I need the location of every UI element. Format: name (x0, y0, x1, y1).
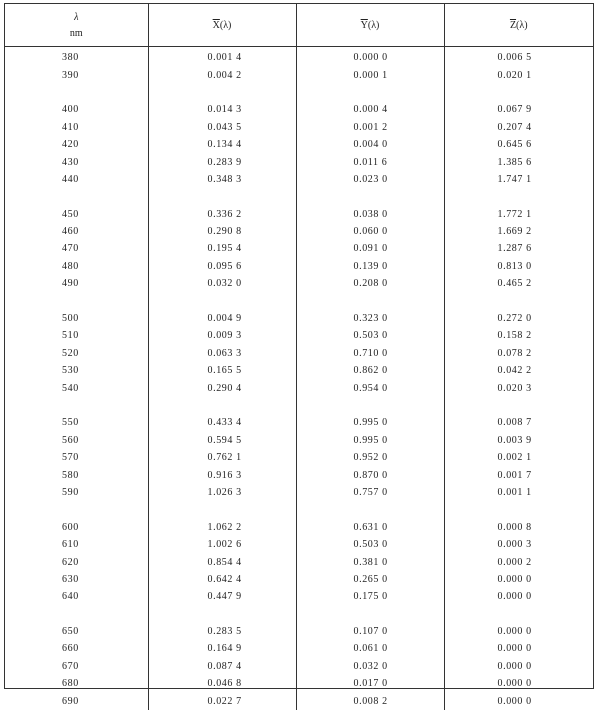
table-row (5, 536, 593, 553)
wavelength-cell: 470 (62, 243, 79, 255)
spacer-cell (5, 501, 148, 518)
z-bar-cell: 0.813 0 (444, 258, 593, 275)
wavelength-cell: 570 (62, 452, 79, 464)
x-bar-symbol: $\overline{X}$ (212, 19, 220, 31)
z-bar-cell: 0.000 3 (444, 536, 593, 553)
z-bar-cell: 0.001 7 (444, 466, 593, 483)
y-bar-cell: 0.004 0 (296, 136, 444, 153)
y-bar-cell: 0.503 0 (296, 327, 444, 344)
spacer-cell (5, 606, 148, 623)
table-row (5, 240, 593, 257)
z-bar-cell: 1.772 1 (444, 206, 593, 223)
x-bar-cell: 0.087 4 (148, 658, 296, 675)
wavelength-cell: 440 (62, 173, 79, 185)
wavelength-cell: 420 (62, 139, 79, 151)
wavelength-cell: 660 (62, 643, 79, 655)
y-bar-cell: 0.000 1 (296, 66, 444, 83)
z-bar-symbol: $\overline{Z}$ (509, 19, 517, 31)
table-row (5, 449, 593, 466)
spacer-cell (296, 397, 444, 414)
y-bar-cell: 0.001 2 (296, 119, 444, 136)
x-bar-cell: 0.336 2 (148, 206, 296, 223)
wavelength-cell: 390 (62, 69, 79, 81)
wavelength-cell: 560 (62, 434, 79, 446)
table-row (5, 345, 593, 362)
y-bar-cell: 0.381 0 (296, 553, 444, 570)
y-bar-cell: 0.952 0 (296, 449, 444, 466)
z-bar-cell: 0.645 6 (444, 136, 593, 153)
table-row (5, 484, 593, 501)
z-bar-cell: 0.000 2 (444, 553, 593, 570)
wavelength-cell: 600 (62, 521, 79, 533)
x-bar-cell: 0.642 4 (148, 571, 296, 588)
table-row (5, 658, 593, 675)
y-bar-cell: 0.631 0 (296, 519, 444, 536)
spacer-cell (148, 188, 296, 205)
y-bar-cell: 0.323 0 (296, 310, 444, 327)
spacer-cell (444, 501, 593, 518)
z-bar-cell: 0.003 9 (444, 432, 593, 449)
x-bar-cell: 0.762 1 (148, 449, 296, 466)
spacer-cell (5, 397, 148, 414)
table-row (5, 640, 593, 657)
table-row (5, 623, 593, 640)
x-bar-cell: 0.009 3 (148, 327, 296, 344)
group-spacer (5, 292, 593, 309)
y-bar-cell: 0.091 0 (296, 240, 444, 257)
spacer-cell (5, 292, 148, 309)
spacer-cell (5, 84, 148, 101)
y-bar-cell: 0.017 0 (296, 675, 444, 692)
x-bar-cell: 0.283 5 (148, 623, 296, 640)
spacer-cell (296, 188, 444, 205)
z-bar-cell: 0.078 2 (444, 345, 593, 362)
y-bar-cell: 0.995 0 (296, 414, 444, 431)
x-bar-cell: 0.348 3 (148, 171, 296, 188)
table-row (5, 466, 593, 483)
x-bar-cell: 1.062 2 (148, 519, 296, 536)
header-row (5, 4, 593, 47)
table-row (5, 519, 593, 536)
wavelength-cell: 380 (62, 52, 79, 64)
z-bar-cell: 0.000 8 (444, 519, 593, 536)
group-spacer (5, 501, 593, 518)
x-bar-cell: 0.014 3 (148, 101, 296, 118)
spacer-cell (148, 292, 296, 309)
z-bar-cell: 0.008 7 (444, 414, 593, 431)
x-bar-cell: 0.290 8 (148, 223, 296, 240)
x-bar-cell: 0.004 2 (148, 66, 296, 83)
z-bar-cell: 0.000 0 (444, 692, 593, 709)
spacer-cell (444, 84, 593, 101)
y-bar-arg: (λ) (367, 19, 380, 31)
x-bar-cell: 0.022 7 (148, 692, 296, 709)
z-bar-cell: 1.747 1 (444, 171, 593, 188)
spacer-cell (148, 501, 296, 518)
wavelength-cell: 590 (62, 486, 79, 498)
y-bar-cell: 0.060 0 (296, 223, 444, 240)
x-bar-cell: 0.001 4 (148, 47, 296, 67)
y-bar-cell: 0.208 0 (296, 275, 444, 292)
wavelength-header (5, 4, 148, 47)
wavelength-cell: 500 (62, 313, 79, 325)
z-bar-cell: 0.020 3 (444, 379, 593, 396)
wavelength-cell: 630 (62, 573, 79, 585)
y-bar-cell: 0.000 0 (296, 47, 444, 67)
wavelength-cell: 430 (62, 156, 79, 168)
y-bar-cell: 0.139 0 (296, 258, 444, 275)
lambda-unit: nm (69, 27, 83, 39)
z-bar-cell: 0.000 0 (444, 571, 593, 588)
y-bar-cell: 0.011 6 (296, 153, 444, 170)
z-bar-cell: 0.000 0 (444, 588, 593, 605)
x-bar-cell: 0.290 4 (148, 379, 296, 396)
color-matching-table (4, 3, 594, 707)
z-bar-cell: 0.272 0 (444, 310, 593, 327)
y-bar-cell: 0.038 0 (296, 206, 444, 223)
table-row (5, 379, 593, 396)
x-bar-cell: 1.026 3 (148, 484, 296, 501)
z-bar-cell: 0.000 0 (444, 675, 593, 692)
group-spacer (5, 606, 593, 623)
x-bar-cell: 0.854 4 (148, 553, 296, 570)
z-bar-cell: 0.001 1 (444, 484, 593, 501)
z-bar-cell: 0.000 0 (444, 623, 593, 640)
wavelength-cell: 410 (62, 121, 79, 133)
table-row (5, 692, 593, 709)
y-bar-cell: 0.000 4 (296, 101, 444, 118)
spacer-cell (444, 397, 593, 414)
x-bar-cell: 0.447 9 (148, 588, 296, 605)
y-bar-cell: 0.862 0 (296, 362, 444, 379)
y-bar-cell: 0.107 0 (296, 623, 444, 640)
z-bar-cell: 0.002 1 (444, 449, 593, 466)
table-row (5, 171, 593, 188)
wavelength-cell: 540 (62, 382, 79, 394)
wavelength-cell: 480 (62, 260, 79, 272)
x-bar-cell: 0.164 9 (148, 640, 296, 657)
z-bar-cell: 0.207 4 (444, 119, 593, 136)
z-bar-cell: 0.020 1 (444, 66, 593, 83)
x-bar-cell: 0.195 4 (148, 240, 296, 257)
table-row (5, 47, 593, 67)
z-bar-cell: 1.287 6 (444, 240, 593, 257)
z-bar-cell: 1.385 6 (444, 153, 593, 170)
x-bar-cell: 0.046 8 (148, 675, 296, 692)
x-bar-cell: 0.063 3 (148, 345, 296, 362)
spacer-cell (296, 606, 444, 623)
y-bar-cell: 0.870 0 (296, 466, 444, 483)
spacer-cell (444, 606, 593, 623)
wavelength-cell: 580 (62, 469, 79, 481)
y-bar-cell: 0.995 0 (296, 432, 444, 449)
table-row (5, 588, 593, 605)
spacer-cell (444, 292, 593, 309)
wavelength-cell: 490 (62, 278, 79, 290)
group-spacer (5, 397, 593, 414)
group-spacer (5, 84, 593, 101)
z-bar-cell: 0.158 2 (444, 327, 593, 344)
y-bar-cell: 0.175 0 (296, 588, 444, 605)
table-row (5, 275, 593, 292)
z-bar-arg: (λ) (516, 19, 528, 31)
wavelength-cell: 510 (62, 330, 79, 342)
x-bar-cell: 0.283 9 (148, 153, 296, 170)
wavelength-cell: 680 (62, 678, 79, 690)
table-body (5, 47, 593, 710)
wavelength-cell: 400 (62, 104, 79, 116)
table-row (5, 136, 593, 153)
z-bar-cell: 0.006 5 (444, 47, 593, 67)
spacer-cell (148, 84, 296, 101)
table-row (5, 327, 593, 344)
spacer-cell (296, 292, 444, 309)
wavelength-cell: 650 (62, 626, 79, 638)
z-bar-cell: 0.042 2 (444, 362, 593, 379)
table-row (5, 414, 593, 431)
x-bar-arg: (λ) (219, 19, 232, 31)
spacer-cell (296, 501, 444, 518)
table-row (5, 571, 593, 588)
x-bar-cell: 0.095 6 (148, 258, 296, 275)
z-bar-header (444, 4, 593, 47)
table-row (5, 675, 593, 692)
y-bar-cell: 0.023 0 (296, 171, 444, 188)
z-bar-cell: 0.465 2 (444, 275, 593, 292)
wavelength-cell: 640 (62, 591, 79, 603)
group-spacer (5, 188, 593, 205)
spacer-cell (444, 188, 593, 205)
wavelength-cell: 610 (62, 539, 79, 551)
x-bar-cell: 0.043 5 (148, 119, 296, 136)
wavelength-cell: 450 (62, 208, 79, 220)
y-bar-symbol: $\overline{Y}$ (360, 19, 368, 31)
x-bar-cell: 0.594 5 (148, 432, 296, 449)
spacer-cell (148, 397, 296, 414)
table-row (5, 223, 593, 240)
y-bar-cell: 0.008 2 (296, 692, 444, 709)
table-row (5, 153, 593, 170)
table-row (5, 258, 593, 275)
y-bar-header (296, 4, 444, 47)
x-bar-cell: 0.433 4 (148, 414, 296, 431)
table-row (5, 66, 593, 83)
x-bar-cell: 0.032 0 (148, 275, 296, 292)
spacer-cell (5, 188, 148, 205)
y-bar-cell: 0.265 0 (296, 571, 444, 588)
lambda-symbol: λ (74, 11, 79, 23)
y-bar-cell: 0.710 0 (296, 345, 444, 362)
wavelength-cell: 620 (62, 556, 79, 568)
z-bar-cell: 0.067 9 (444, 101, 593, 118)
data-table (5, 4, 593, 710)
x-bar-cell: 0.004 9 (148, 310, 296, 327)
x-bar-cell: 1.002 6 (148, 536, 296, 553)
table-row (5, 432, 593, 449)
x-bar-header (148, 4, 296, 47)
table-row (5, 206, 593, 223)
y-bar-cell: 0.032 0 (296, 658, 444, 675)
wavelength-cell: 460 (62, 226, 79, 238)
table-row (5, 101, 593, 118)
z-bar-cell: 0.000 0 (444, 640, 593, 657)
y-bar-cell: 0.757 0 (296, 484, 444, 501)
table-row (5, 362, 593, 379)
spacer-cell (148, 606, 296, 623)
wavelength-cell: 690 (62, 695, 79, 707)
z-bar-cell: 0.000 0 (444, 658, 593, 675)
y-bar-cell: 0.503 0 (296, 536, 444, 553)
y-bar-cell: 0.954 0 (296, 379, 444, 396)
table-row (5, 119, 593, 136)
spacer-cell (296, 84, 444, 101)
wavelength-cell: 550 (62, 417, 79, 429)
x-bar-cell: 0.165 5 (148, 362, 296, 379)
y-bar-cell: 0.061 0 (296, 640, 444, 657)
z-bar-cell: 1.669 2 (444, 223, 593, 240)
wavelength-cell: 670 (62, 660, 79, 672)
wavelength-cell: 520 (62, 347, 79, 359)
table-row (5, 553, 593, 570)
table-row (5, 310, 593, 327)
x-bar-cell: 0.916 3 (148, 466, 296, 483)
x-bar-cell: 0.134 4 (148, 136, 296, 153)
wavelength-cell: 530 (62, 365, 79, 377)
